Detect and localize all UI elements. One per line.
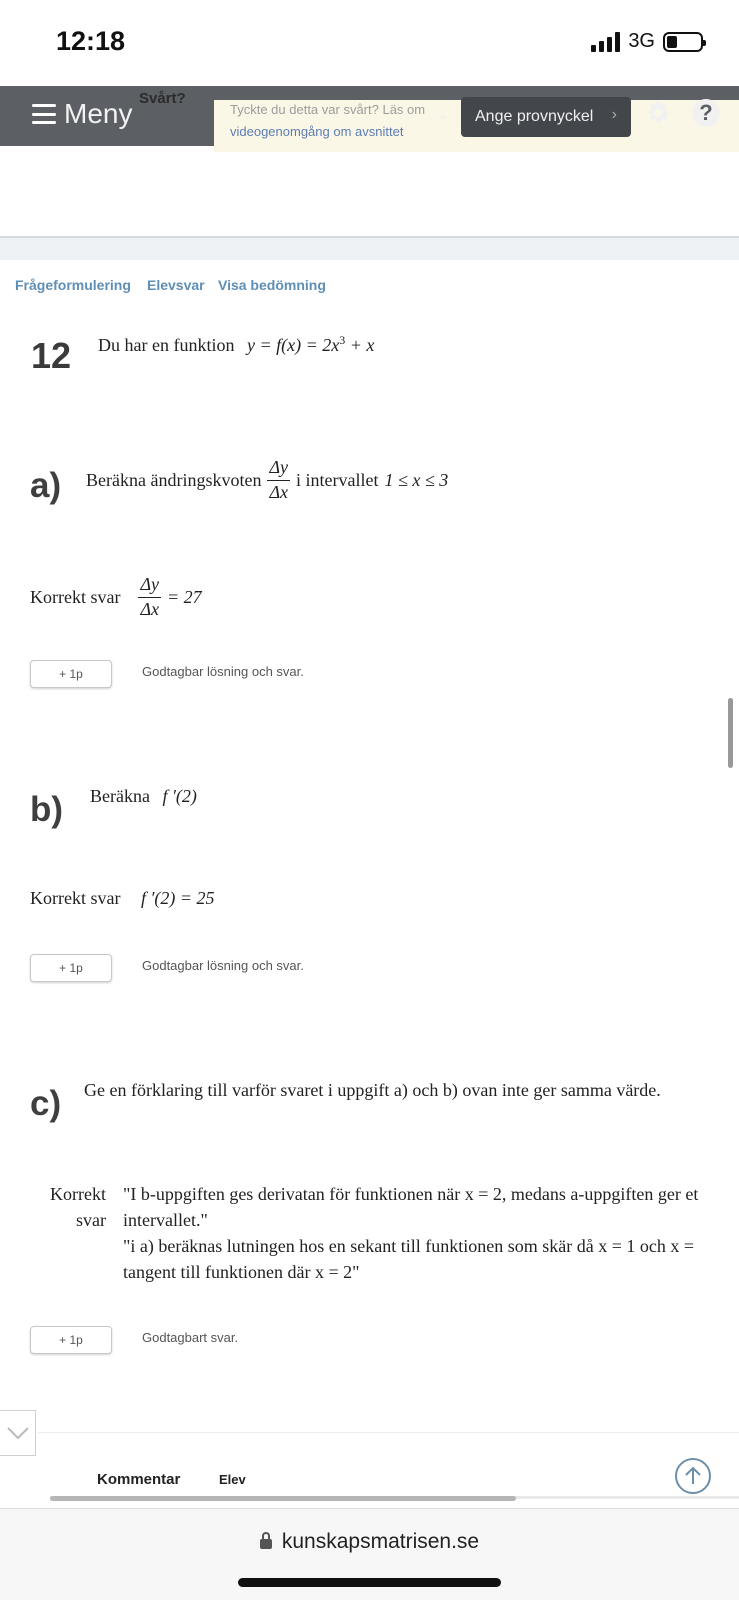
provkey-button[interactable] <box>461 97 631 137</box>
divider <box>38 1432 739 1433</box>
gear-icon[interactable] <box>644 99 672 127</box>
menu-icon <box>32 104 56 124</box>
answer-line-3: "i a) beräknas lutningen hos en sekant till funktionen som skär då x = 1 och x = <box>123 1236 695 1256</box>
correct-label-line-1: Korrekt <box>50 1184 106 1204</box>
criterion-c: Godtagbart svar. <box>142 1330 239 1345</box>
criterion-a: Godtagbar lösning och svar. <box>142 664 304 679</box>
part-c-answer <box>123 1181 739 1285</box>
fraction-numerator: Δy <box>267 457 290 481</box>
part-a-fraction <box>267 457 290 503</box>
menu-label: Meny <box>64 98 133 129</box>
criterion-b: Godtagbar lösning och svar. <box>142 958 304 973</box>
part-b-correct-answer <box>30 888 215 909</box>
points-button-b[interactable]: + 1p <box>30 954 112 982</box>
horizontal-scrollbar[interactable] <box>50 1496 516 1501</box>
tab-elevsvar[interactable]: Elevsvar <box>147 277 205 293</box>
menu-button[interactable] <box>32 98 132 130</box>
answer-line-2: intervallet." <box>123 1210 208 1230</box>
status-indicators <box>591 30 703 53</box>
function-expression <box>247 335 374 355</box>
part-a-question <box>86 457 448 503</box>
fraction-denominator: Δx <box>269 482 289 502</box>
network-type: 3G <box>628 30 655 52</box>
correct-label-line-2: svar <box>76 1210 106 1230</box>
function-rhs: + x <box>345 335 375 355</box>
part-b-expression: f ′(2) <box>162 786 197 806</box>
scroll-to-top-button[interactable] <box>675 1458 711 1494</box>
help-icon[interactable]: ? <box>692 99 720 127</box>
answer-line-4: tangent till funktionen där x = 2" <box>123 1262 360 1282</box>
part-a-text: Beräkna ändringskvoten <box>86 469 262 490</box>
scroll-indicator[interactable] <box>728 698 733 768</box>
function-exponent: 3 <box>339 333 346 347</box>
column-header-elev: Elev <box>219 1472 246 1487</box>
correct-answer-label: Korrekt svar <box>30 586 121 607</box>
hint-video-link[interactable]: videogenomgång om avsnittet <box>230 124 404 139</box>
chevron-down-icon[interactable]: ⌄ <box>437 106 449 122</box>
url-text: kunskapsmatrisen.se <box>281 1530 480 1553</box>
section-divider <box>0 236 739 260</box>
column-header-kommentar: Kommentar <box>97 1471 181 1488</box>
provkey-label: Ange provnyckel <box>475 108 594 125</box>
hint-text: Tyckte du detta var svårt? Läs om <box>230 102 426 117</box>
function-lhs: y = f(x) = 2x <box>246 335 340 355</box>
correct-answer-label: Korrekt svar <box>30 888 121 908</box>
signal-icon <box>591 32 620 52</box>
tab-visa-bedomning[interactable]: Visa bedömning <box>218 277 326 293</box>
question-intro <box>98 333 374 356</box>
part-b-text: Beräkna <box>90 786 150 806</box>
battery-icon <box>663 32 703 52</box>
part-a-correct-answer <box>30 574 202 620</box>
url-display[interactable] <box>0 1530 739 1554</box>
points-button-a[interactable]: + 1p <box>30 660 112 688</box>
part-c-correct-label <box>46 1181 106 1233</box>
part-b-question <box>90 786 197 807</box>
chevron-down-icon <box>6 1426 30 1440</box>
part-a-answer-value: = 27 <box>167 586 202 607</box>
arrow-up-icon <box>684 1466 702 1486</box>
answer-line-1: "I b-uppgiften ges derivatan för funktionen när x = 2, medans a-uppgiften ger et <box>123 1184 699 1204</box>
part-c-text: Ge en förklaring till varför svaret i uppgift a) och b) ovan inte ger samma värde. <box>84 1080 661 1100</box>
status-time: 12:18 <box>56 26 126 56</box>
chevron-right-icon: › <box>611 106 617 123</box>
question-intro-text: Du har en funktion <box>98 335 235 355</box>
tab-frageformulering[interactable]: Frågeformulering <box>15 277 131 293</box>
home-indicator[interactable] <box>238 1578 501 1587</box>
part-a-interval: 1 ≤ x ≤ 3 <box>384 469 449 490</box>
part-a-label: a) <box>30 466 62 505</box>
part-b-answer-value: f ′(2) = 25 <box>140 888 215 908</box>
part-a-answer-fraction <box>138 574 161 620</box>
fraction-numerator: Δy <box>138 574 161 598</box>
part-c-label: c) <box>30 1084 62 1123</box>
part-b-label: b) <box>30 790 64 829</box>
lock-icon <box>260 1539 272 1549</box>
hint-title: Svårt? <box>139 90 186 107</box>
points-button-c[interactable]: + 1p <box>30 1326 112 1354</box>
part-a-interval-text: i intervallet <box>296 469 379 490</box>
question-number: 12 <box>31 335 72 376</box>
collapse-button[interactable] <box>0 1410 36 1456</box>
fraction-denominator: Δx <box>140 599 160 619</box>
